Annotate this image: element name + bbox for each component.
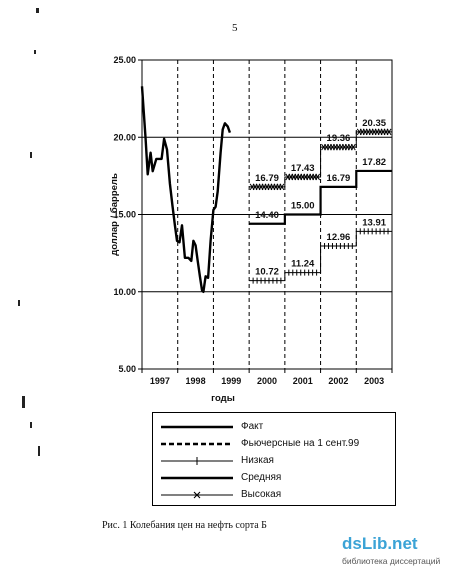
y-axis-title: доллар / баррель (109, 173, 120, 256)
legend-item-mid (153, 470, 395, 487)
scan-speck (36, 8, 39, 13)
legend-label-futures: Фьючерсные на 1 сент.99 (241, 438, 360, 449)
scan-speck (18, 300, 20, 306)
legend-swatch-low (161, 456, 233, 466)
legend-item-futures (153, 436, 395, 453)
y-tick-label: 15.00 (113, 209, 136, 220)
scan-speck (22, 396, 25, 408)
x-tick-label: 1999 (221, 376, 242, 386)
x-tick-label: 2003 (364, 376, 385, 386)
data-label-mid: 15.00 (290, 200, 315, 212)
legend-item-high (153, 487, 395, 504)
legend-item-fact (153, 419, 395, 436)
data-label-mid: 17.82 (362, 156, 387, 168)
legend-item-low (153, 453, 395, 470)
data-label-low: 11.24 (291, 258, 315, 270)
watermark-logo: dsLib.net (342, 534, 418, 553)
x-tick-label: 2001 (292, 376, 313, 386)
data-label-high: 19.36 (326, 133, 351, 145)
scan-speck (38, 446, 40, 456)
page-number: 5 (232, 22, 238, 34)
x-tick-label: 1997 (149, 376, 170, 386)
legend-swatch-high (161, 490, 233, 500)
watermark-text: библиотека диссертаций (342, 556, 441, 566)
legend-swatch-fact (161, 422, 233, 432)
x-tick-label: 1998 (185, 376, 206, 386)
y-tick-label: 20.00 (113, 132, 136, 143)
data-label-low: 12.96 (326, 232, 351, 244)
data-label-low: 10.72 (255, 266, 279, 278)
scan-speck (30, 152, 32, 158)
data-label-high: 20.35 (362, 117, 387, 129)
y-tick-label: 5.00 (118, 364, 136, 374)
y-tick-label: 10.00 (113, 286, 136, 297)
data-label-high: 16.79 (255, 172, 279, 184)
legend-label-mid: Средняя (241, 472, 282, 483)
watermark (342, 534, 442, 570)
data-label-low: 13.91 (362, 217, 387, 229)
figure-caption: Рис. 1 Колебания цен на нефть сорта Б (102, 520, 267, 531)
legend-label-fact: Факт (241, 421, 264, 432)
data-label-mid: 14.40 (255, 209, 279, 221)
legend-swatch-futures (161, 439, 233, 449)
legend-label-low: Низкая (241, 455, 274, 466)
x-axis-title: годы (211, 393, 235, 404)
data-label-mid: 16.79 (326, 172, 351, 184)
chart-legend (152, 412, 396, 506)
series-line-fact (142, 86, 230, 291)
legend-swatch-mid (161, 473, 233, 483)
x-tick-label: 2002 (328, 376, 349, 386)
scan-speck (30, 422, 32, 428)
x-tick-label: 2000 (256, 376, 278, 386)
y-tick-label: 25.00 (113, 55, 136, 65)
data-label-high: 17.43 (290, 162, 315, 174)
legend-label-high: Высокая (241, 489, 282, 500)
scan-speck (34, 50, 36, 54)
